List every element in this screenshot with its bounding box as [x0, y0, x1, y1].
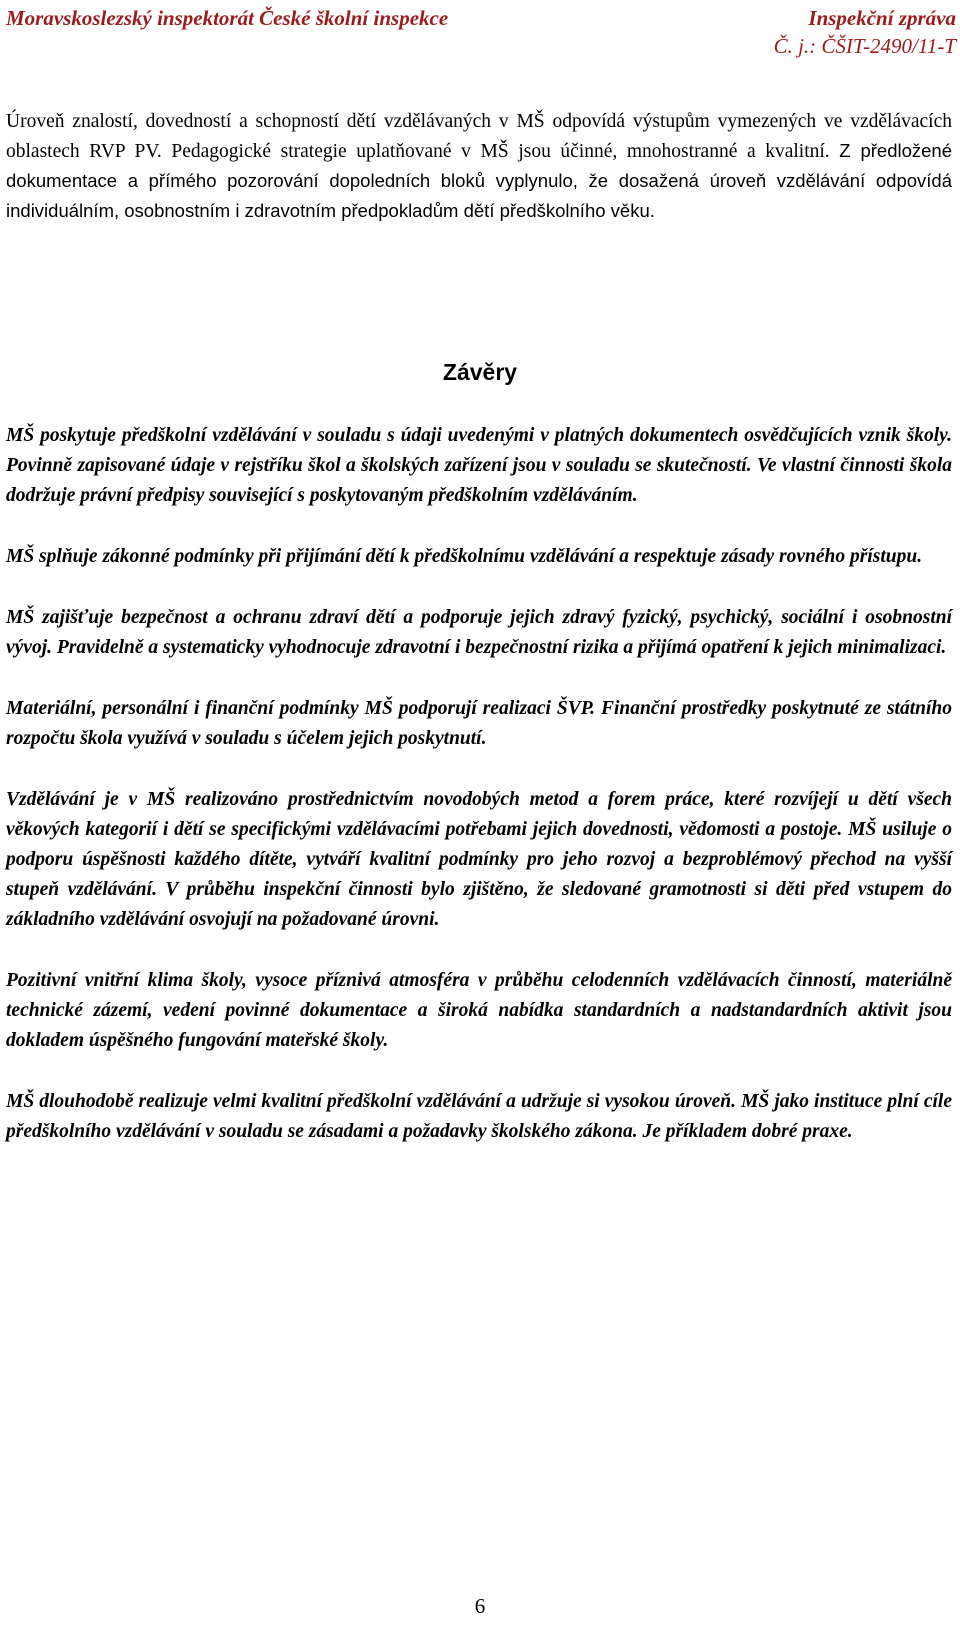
- intro-text-part2: Z předložené dokumentace a přímého pozorování dopoledních bloků vyplynulo, že dosažená úroveň vzdělávání odpovídá individuálním, osobnostním i zdravotním předpokladům dětí předškolního věku.: [6, 139, 953, 221]
- page-header: [6, 4, 956, 60]
- conclusion-paragraph: Vzdělávání je v MŠ realizováno prostřednictvím novodobých metod a forem práce, které rozvíjejí u dětí všech věkových kategorií i dětí se specifickými vzdělávacími potřebami jejich dovednosti, vědomosti a postoje. MŠ usiluje o podporu úspěšnosti každého dítěte, vytváří kvalitní podmínky pro jeho rozvoj a bezproblémový přechod na vyšší stupeň vzdělávání. V průběhu inspekční činnosti bylo zjištěno, že sledované gramotnosti si děti před vstupem do základního vzdělávání osvojují na požadované úrovni.: [6, 789, 952, 930]
- section-heading-conclusions: Závěry: [442, 359, 518, 385]
- intro-paragraph: [6, 107, 952, 226]
- conclusion-paragraph: Pozitivní vnitřní klima školy, vysoce příznivá atmosféra v průběhu celodenních vzdělávacích činností, materiálně technické zázemí, vedení povinné dokumentace a široká nabídka standardních a nadstandardních aktivit jsou dokladem úspěšného fungování mateřské školy.: [6, 970, 952, 1051]
- header-report-info: [774, 4, 956, 60]
- conclusion-paragraph: MŠ zajišťuje bezpečnost a ochranu zdraví dětí a podporuje jejich zdravý fyzický, psychický, sociální i osobnostní vývoj. Pravidelně a systematicky vyhodnocuje zdravotní i bezpečnostní rizika a přijímá opatření k jejich minimalizaci.: [6, 607, 952, 658]
- conclusion-paragraph: MŠ poskytuje předškolní vzdělávání v souladu s údaji uvedenými v platných dokumentech osvědčujících vznik školy. Povinně zapisované údaje v rejstříku škol a školských zařízení jsou v souladu se skutečností. Ve vlastní činnosti škola dodržuje právní předpisy související s poskytovaným předškolním vzděláváním.: [6, 425, 952, 506]
- conclusion-paragraph: MŠ splňuje zákonné podmínky při přijímání dětí k předškolnímu vzdělávání a respektuje zásady rovného přístupu.: [6, 546, 923, 567]
- conclusions-section: [6, 421, 952, 1178]
- header-inspectorate: Moravskoslezský inspektorát České školní inspekce: [6, 6, 449, 30]
- page-number: 6: [474, 1594, 486, 1618]
- conclusion-paragraph: Materiální, personální i finanční podmínky MŠ podporují realizaci ŠVP. Finanční prostředky poskytnuté ze státního rozpočtu škola využívá v souladu s účelem jejich poskytnutí.: [6, 698, 952, 749]
- header-report-title: Inspekční zpráva: [808, 6, 956, 30]
- header-reference-number: Č. j.: ČŠIT-2490/11-T: [773, 34, 956, 58]
- intro-text-part1: Úroveň znalostí, dovedností a schopností dětí vzdělávaných v MŠ odpovídá výstupům vymezených ve vzdělávacích oblastech RVP PV. Pedagogické strategie uplatňované v MŠ jsou účinné, mnohostranné a kvalitní.: [6, 110, 952, 162]
- conclusion-paragraph: MŠ dlouhodobě realizuje velmi kvalitní předškolní vzdělávání a udržuje si vysokou úroveň. MŠ jako instituce plní cíle předškolního vzdělávání v souladu se zásadami a požadavky školského zákona. Je příkladem dobré praxe.: [6, 1091, 952, 1142]
